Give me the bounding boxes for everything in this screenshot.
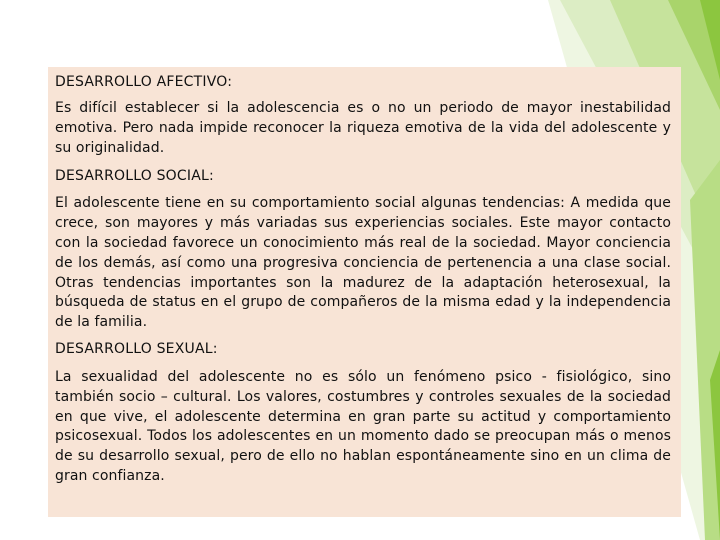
section-heading-social: DESARROLLO SOCIAL:: [55, 168, 214, 185]
section-body-afectivo: Es difícil establecer si la adolescencia es o no un periodo de mayor inestabilidad emotiva. Pero nada impide reconocer la riqueza emotiva de la vida del adolescente y su originalidad.: [55, 100, 671, 156]
section-body-sexual: La sexualidad del adolescente no es sólo un fenómeno psico - fisiológico, sino también socio – cultural. Los valores, costumbres y controles sexuales de la sociedad en que vive, el adolescente determina en gran parte su actitud y comportamiento psicosexual. Todos los adolescentes en un momento dado se preocupan más o menos de su desarrollo sexual, pero de ello no hablan espontáneamente sino en un clima de gran confianza.: [55, 368, 671, 484]
section-heading-sexual: DESARROLLO SEXUAL:: [55, 340, 218, 357]
section-body-social: El adolescente tiene en su comportamiento social algunas tendencias: A medida que crece, son mayores y más variadas sus experiencias sociales. Este mayor contacto con la sociedad favorece un conocimiento más real de la sociedad. Mayor conciencia de los demás, así como una progresiva conciencia de pertenencia a una clase social. Otras tendencias importantes son la madurez de la adaptación heterosexual, la búsqueda de status en el grupo de compañeros de la misma edad y la independencia de la familia.: [55, 195, 671, 331]
content-card: [48, 67, 681, 517]
section-heading-afectivo: DESARROLLO AFECTIVO:: [55, 74, 233, 90]
